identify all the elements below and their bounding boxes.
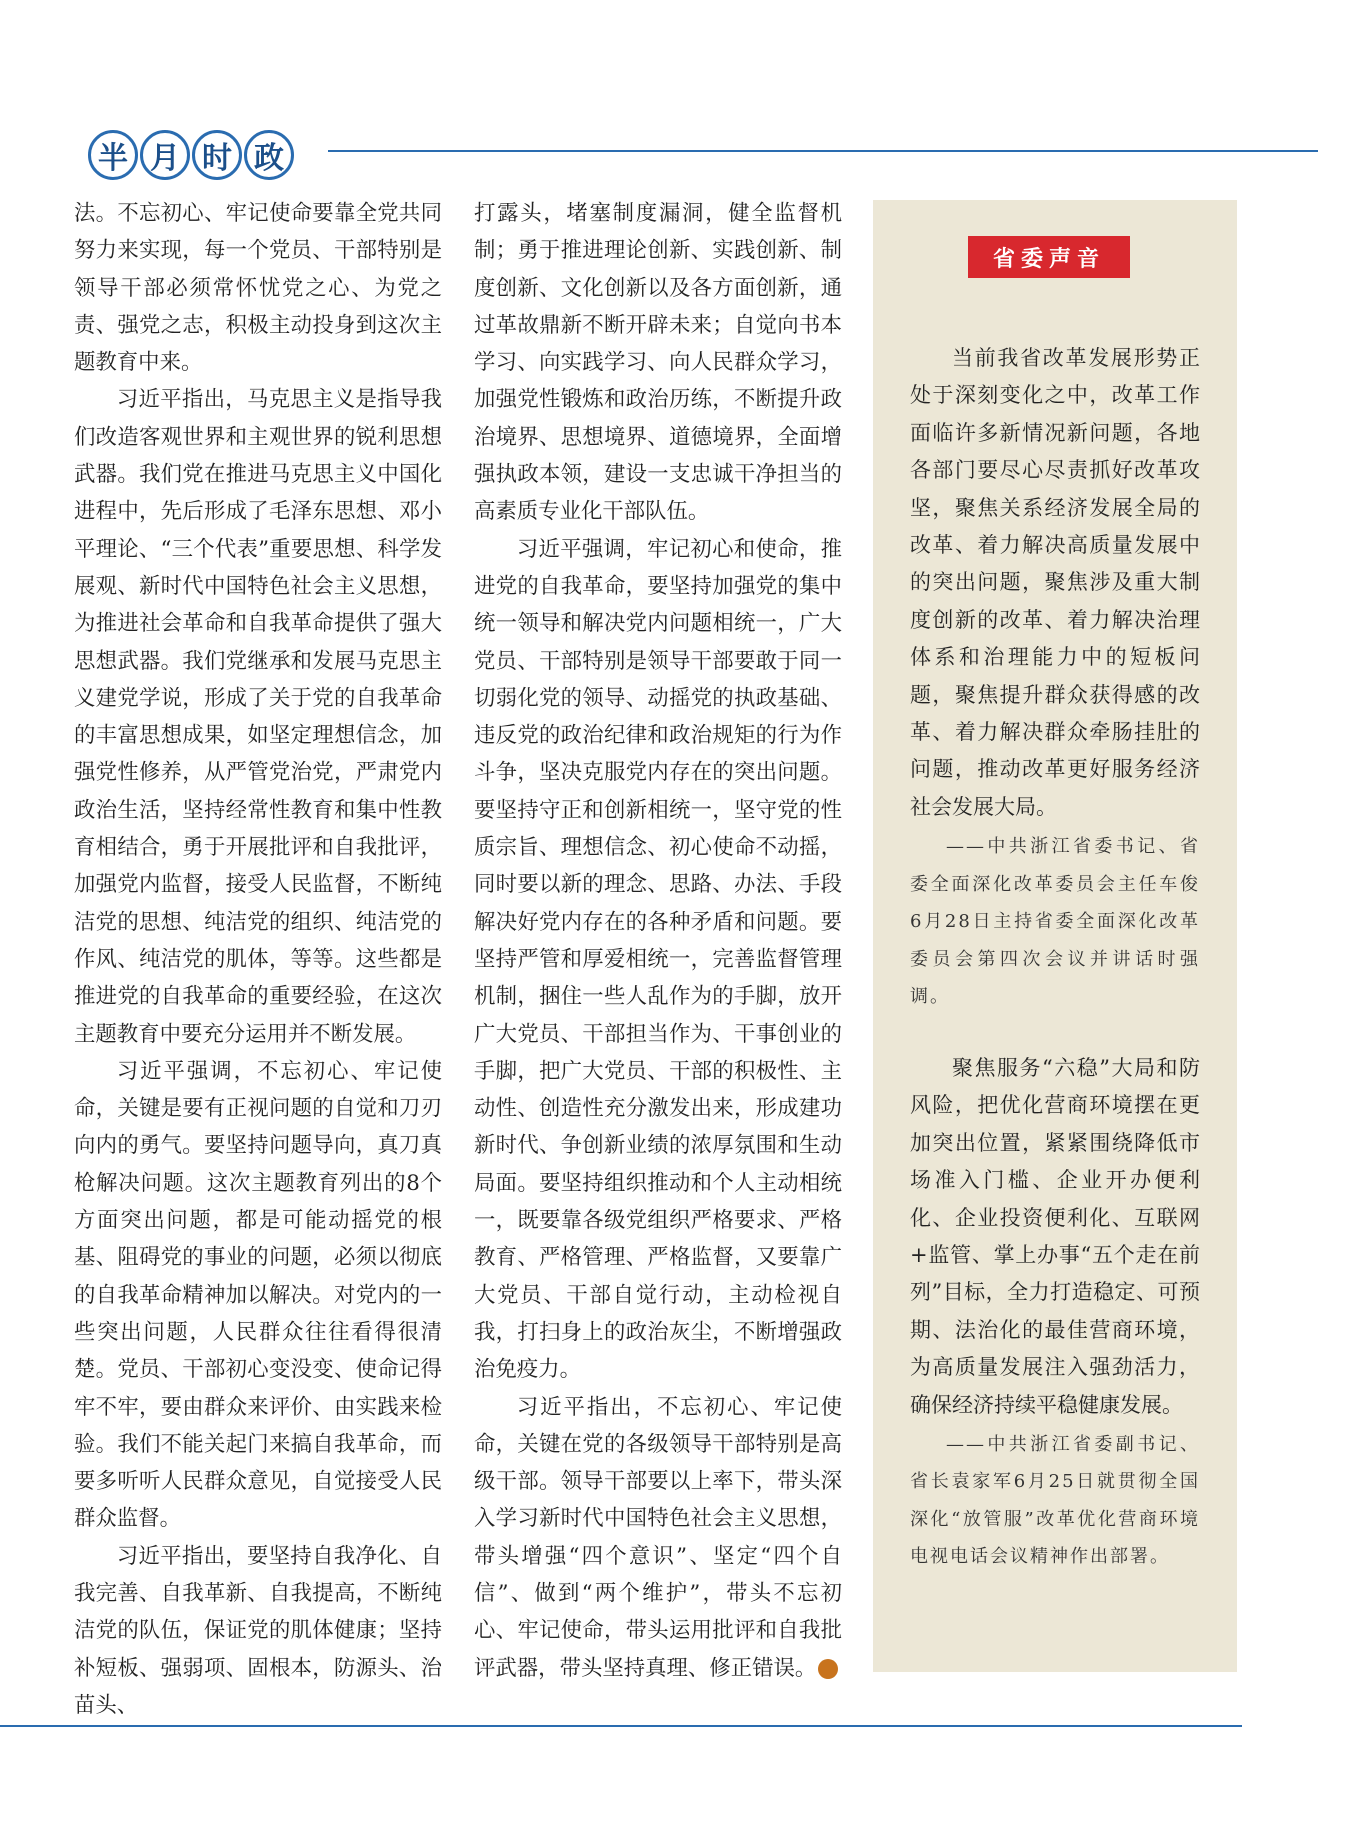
sidebar-panel [873, 200, 1237, 1672]
logo-char: 政 [244, 130, 294, 180]
paragraph: 法。不忘初心、牢记使命要靠全党共同努力来实现，每一个党员、干部特别是领导干部必须常怀忧党之心、为党之责、强党之志，积极主动投身到这次主题教育中来。 [74, 201, 442, 376]
paragraph-text: 习近平指出，不忘初心、牢记使命，关键在党的各级领导干部特别是高级干部。领导干部要以上率下，带头深入学习新时代中国特色社会主义思想，带头增强“四个意识”、坚定“四个自信”、做到“两个维护”，带头不忘初心、牢记使命，带头运用批评和自我批评武器，带头坚持真理、修正错误。 [474, 1394, 842, 1681]
paragraph: 习近平强调，牢记初心和使命，推进党的自我革命，要坚持加强党的集中统一领导和解决党内问题相统一，广大党员、干部特别是领导干部要敢于同一切弱化党的领导、动摇党的执政基础、违反党的政治纪律和政治规矩的行为作斗争，坚决克服党内存在的突出问题。要坚持守正和创新相统一，坚守党的性质宗旨、理想信念、初心使命不动摇，同时要以新的理念、思路、办法、手段解决好党内存在的各种矛盾和问题。要坚持严管和厚爱相统一，完善监督管理机制，捆住一些人乱作为的手脚，放开广大党员、干部担当作为、干事创业的手脚，把广大党员、干部的积极性、主动性、创造性充分激发出来，形成建功新时代、争创新业绩的浓厚氛围和生动局面。要坚持组织推动和个人主动相统一，既要靠各级党组织严格要求、严格教育、严格管理、严格监督，又要靠广大党员、干部自觉行动，主动检视自我，打扫身上的政治灰尘，不断增强政治免疫力。 [474, 536, 842, 1383]
quote-source: ——中共浙江省委书记、省委全面深化改革委员会主任车俊6月28日主持省委全面深化改革委员会第四次会议并讲话时强调。 [910, 836, 1200, 1007]
sidebar-quote [910, 1050, 1200, 1576]
paragraph: 打露头，堵塞制度漏洞，健全监督机制；勇于推进理论创新、实践创新、制度创新、文化创新以及各方面创新，通过革故鼎新不断开辟未来；自觉向书本学习、向实践学习、向人民群众学习，加强党性锻炼和政治历练，不断提升政治境界、思想境界、道德境界，全面增强执政本领，建设一支忠诚干净担当的高素质专业化干部队伍。 [474, 201, 842, 525]
quote-text: 聚焦服务“六稳”大局和防风险，把优化营商环境摆在更加突出位置，紧紧围绕降低市场准入门槛、企业开办便利化、企业投资便利化、互联网+监管、掌上办事“五个走在前列”目标，全力打造稳定、可预期、法治化的最佳营商环境，为高质量发展注入强劲活力，确保经济持续平稳健康发展。 [910, 1056, 1200, 1417]
paragraph: 习近平指出，要坚持自我净化、自我完善、自我革新、自我提高，不断纯洁党的队伍，保证党的肌体健康；坚持补短板、强弱项、固根本，防源头、治苗头、 [74, 1543, 442, 1718]
paragraph: 习近平强调，不忘初心、牢记使命，关键是要有正视问题的自觉和刀刃向内的勇气。要坚持问题导向，真刀真枪解决问题。这次主题教育列出的8个方面突出问题，都是可能动摇党的根基、阻碍党的事业的问题，必须以彻底的自我革命精神加以解决。对党内的一些突出问题，人民群众往往看得很清楚。党员、干部初心变没变、使命记得牢不牢，要由群众来评价、由实践来检验。我们不能关起门来搞自我革命，而要多听听人民群众意见，自觉接受人民群众监督。 [74, 1058, 442, 1532]
paragraph: 习近平指出，马克思主义是指导我们改造客观世界和主观世界的锐利思想武器。我们党在推进马克思主义中国化进程中，先后形成了毛泽东思想、邓小平理论、“三个代表”重要思想、科学发展观、新时代中国特色社会主义思想，为推进社会革命和自我革命提供了强大思想武器。我们党继承和发展马克思主义建党学说，形成了关于党的自我革命的丰富思想成果，如坚定理想信念，加强党性修养，从严管党治党，严肃党内政治生活，坚持经常性教育和集中性教育相结合，勇于开展批评和自我批评，加强党内监督，接受人民监督，不断纯洁党的思想、纯洁党的组织、纯洁党的作风、纯洁党的肌体，等等。这些都是推进党的自我革命的重要经验，在这次主题教育中要充分运用并不断发展。 [74, 387, 442, 1047]
column-logo [88, 130, 294, 180]
logo-char: 半 [88, 130, 138, 180]
end-mark-icon [818, 1659, 838, 1679]
article-column-2 [474, 195, 842, 1687]
sidebar-quote [910, 340, 1200, 1015]
quote-text: 当前我省改革发展形势正处于深刻变化之中，改革工作面临许多新情况新问题，各地各部门要尽心尽责抓好改革攻坚，聚焦关系经济发展全局的改革、着力解决高质量发展中的突出问题，聚焦涉及重大制度创新的改革、着力解决治理体系和治理能力中的短板问题，聚焦提升群众获得感的改革、着力解决群众牵肠挂肚的问题，推动改革更好服务经济社会发展大局。 [910, 346, 1200, 819]
logo-char: 时 [192, 130, 242, 180]
header-rule [328, 150, 1318, 152]
article-column-1 [74, 195, 442, 1724]
quote-source: ——中共浙江省委副书记、省长袁家军6月25日就贯彻全国深化“放管服”改革优化营商环境电视电话会议精神作出部署。 [910, 1434, 1200, 1568]
sidebar-badge: 省委声音 [968, 236, 1130, 278]
logo-char: 月 [140, 130, 190, 180]
paragraph [474, 1389, 842, 1687]
footer-rule [0, 1725, 1242, 1727]
page-header [88, 130, 1228, 190]
